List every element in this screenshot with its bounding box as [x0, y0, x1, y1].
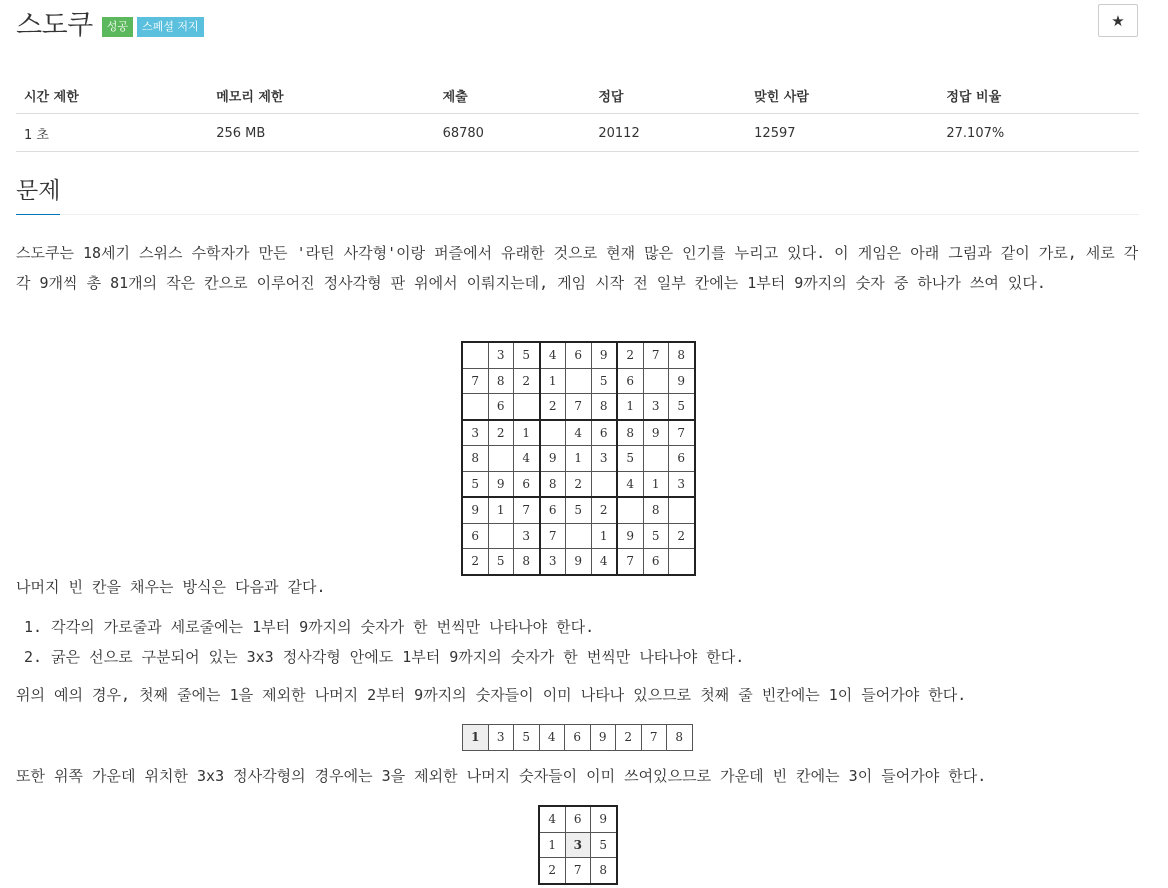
sudoku-cell: 3: [591, 446, 617, 472]
row-example-row: [463, 725, 693, 751]
sudoku-cell: 6: [462, 523, 488, 549]
sudoku-row: [462, 549, 695, 575]
sudoku-cell: 1: [488, 497, 514, 523]
sudoku-cell: 7: [566, 394, 592, 420]
sudoku-cell: 7: [669, 420, 695, 446]
sudoku-cell: 6: [566, 342, 592, 368]
sudoku-row: [462, 368, 695, 394]
sudoku-cell: 8: [643, 497, 669, 523]
header-accepted: 정답: [590, 78, 746, 114]
problem-description-intro: 스도쿠는 18세기 스위스 수학자가 만든 '라틴 사각형'이랑 퍼즐에서 유래한 것으로 현재 많은 인기를 누리고 있다. 이 게임은 아래 그림과 같이 가로, 세로 각각 9개씩 총 81개의 작은 칸으로 이루어진 정사각형 판 위에서 이뤄지는데, 게임 시작 전 일부 칸에는 1부터 9까지의 숫자 중 하나가 쓰여 있다.: [16, 244, 1139, 292]
sudoku-row: [462, 471, 695, 497]
sudoku-cell: 8: [488, 368, 514, 394]
sudoku-cell: 5: [643, 523, 669, 549]
sudoku-cell: 5: [669, 394, 695, 420]
row-example-cell: 6: [565, 725, 591, 751]
box-example-cell: 4: [539, 806, 565, 832]
sudoku-cell: 5: [617, 446, 643, 472]
header-memory-limit: 메모리 제한: [208, 78, 434, 114]
box-example-cell: 2: [539, 858, 565, 884]
sudoku-cell: 3: [488, 342, 514, 368]
problem-info-table: [16, 78, 1139, 152]
header-time-limit: 시간 제한: [16, 78, 208, 114]
sudoku-cell: 2: [488, 420, 514, 446]
sudoku-cell: [643, 368, 669, 394]
sudoku-row: [462, 497, 695, 523]
sudoku-row: [462, 446, 695, 472]
sudoku-cell: 8: [669, 342, 695, 368]
info-value-row: [16, 114, 1139, 152]
value-ratio: 27.107%: [938, 114, 1139, 152]
sudoku-cell: 1: [643, 471, 669, 497]
value-submissions: 68780: [435, 114, 591, 152]
value-memory-limit: 256 MB: [208, 114, 434, 152]
sudoku-cell: 5: [591, 368, 617, 394]
sudoku-cell: 6: [514, 471, 540, 497]
sudoku-cell: 7: [643, 342, 669, 368]
header-solvers: 맞힌 사람: [746, 78, 938, 114]
sudoku-cell: [669, 549, 695, 575]
sudoku-cell: 2: [566, 471, 592, 497]
sudoku-cell: [669, 497, 695, 523]
favorite-star-button[interactable]: [1098, 4, 1138, 37]
sudoku-cell: 5: [566, 497, 592, 523]
special-judge-badge: 스페셜 저지: [137, 17, 204, 37]
sudoku-row: [462, 420, 695, 446]
sudoku-cell: 4: [566, 420, 592, 446]
sudoku-cell: 6: [591, 420, 617, 446]
sudoku-cell: [462, 342, 488, 368]
sudoku-cell: 9: [591, 342, 617, 368]
sudoku-cell: 5: [488, 549, 514, 575]
problem-description-rules-intro: 나머지 빈 칸을 채우는 방식은 다음과 같다.: [16, 578, 326, 596]
sudoku-cell: 9: [462, 497, 488, 523]
box-example-cell: 7: [565, 858, 591, 884]
sudoku-cell: [540, 420, 566, 446]
sudoku-cell: 2: [669, 523, 695, 549]
problem-header: [16, 2, 204, 42]
sudoku-cell: 9: [617, 523, 643, 549]
header-submissions: 제출: [435, 78, 591, 114]
rule-item: 2. 굵은 선으로 구분되어 있는 3x3 정사각형 안에도 1부터 9까지의 숫자가 한 번씩만 나타나야 한다.: [24, 648, 745, 666]
row-example-cell: 8: [667, 725, 693, 751]
sudoku-cell: 9: [488, 471, 514, 497]
sudoku-cell: 1: [617, 394, 643, 420]
sudoku-example-board: [461, 341, 696, 576]
sudoku-cell: 3: [540, 549, 566, 575]
box-example-cell: 5: [591, 832, 617, 858]
row-example-cell: 4: [539, 725, 565, 751]
sudoku-cell: [462, 394, 488, 420]
sudoku-cell: 8: [462, 446, 488, 472]
sudoku-cell: [514, 394, 540, 420]
row-example-cell: 9: [590, 725, 616, 751]
sudoku-cell: 8: [514, 549, 540, 575]
sudoku-cell: 6: [669, 446, 695, 472]
box-example-row: [539, 806, 617, 832]
sudoku-cell: 5: [514, 342, 540, 368]
sudoku-cell: 1: [566, 446, 592, 472]
problem-section-header: [16, 176, 1139, 215]
sudoku-cell: 2: [462, 549, 488, 575]
sudoku-cell: [566, 368, 592, 394]
sudoku-cell: 3: [643, 394, 669, 420]
box-example-cell: 6: [565, 806, 591, 832]
sudoku-cell: 4: [540, 342, 566, 368]
sudoku-cell: [488, 446, 514, 472]
sudoku-cell: 3: [514, 523, 540, 549]
sudoku-cell: [591, 471, 617, 497]
header-ratio: 정답 비율: [938, 78, 1139, 114]
section-title: 문제: [16, 176, 60, 215]
box-example-row: [539, 858, 617, 884]
row-example-cell: 2: [616, 725, 642, 751]
sudoku-cell: 9: [643, 420, 669, 446]
sudoku-cell: 4: [617, 471, 643, 497]
sudoku-cell: 8: [591, 394, 617, 420]
sudoku-row: [462, 342, 695, 368]
sudoku-cell: [643, 446, 669, 472]
sudoku-cell: 8: [540, 471, 566, 497]
box-example-explanation: 또한 위쪽 가운데 위치한 3x3 정사각형의 경우에는 3을 제외한 나머지 숫자들이 이미 쓰여있으므로 가운데 빈 칸에는 3이 들어가야 한다.: [16, 767, 987, 785]
row-example-explanation: 위의 예의 경우, 첫째 줄에는 1을 제외한 나머지 2부터 9까지의 숫자들이 이미 나타나 있으므로 첫째 줄 빈칸에는 1이 들어가야 한다.: [16, 686, 967, 704]
sudoku-cell: 6: [617, 368, 643, 394]
sudoku-cell: 7: [462, 368, 488, 394]
sudoku-cell: 6: [540, 497, 566, 523]
sudoku-cell: 2: [540, 394, 566, 420]
sudoku-cell: 1: [514, 420, 540, 446]
sudoku-cell: [566, 523, 592, 549]
row-example-cell: 5: [514, 725, 540, 751]
value-time-limit: 1 초: [16, 114, 208, 152]
row-example-grid: [462, 724, 693, 751]
rules-list: [16, 612, 1146, 672]
info-header-row: [16, 78, 1139, 114]
sudoku-cell: 8: [617, 420, 643, 446]
sudoku-cell: [617, 497, 643, 523]
value-solvers: 12597: [746, 114, 938, 152]
problem-title: 스도쿠: [16, 9, 93, 41]
box-example-row: [539, 832, 617, 858]
sudoku-cell: 7: [617, 549, 643, 575]
box-example-cell: 1: [539, 832, 565, 858]
sudoku-cell: 1: [540, 368, 566, 394]
sudoku-cell: 4: [514, 446, 540, 472]
sudoku-cell: 9: [540, 446, 566, 472]
sudoku-cell: 5: [462, 471, 488, 497]
sudoku-row: [462, 523, 695, 549]
sudoku-cell: 9: [669, 368, 695, 394]
box-example-cell-highlighted: 3: [565, 832, 591, 858]
row-example-cell: 3: [488, 725, 514, 751]
box-example-cell: 9: [591, 806, 617, 832]
sudoku-cell: 6: [488, 394, 514, 420]
sudoku-cell: [488, 523, 514, 549]
sudoku-cell: 3: [669, 471, 695, 497]
sudoku-cell: 9: [566, 549, 592, 575]
sudoku-cell: 7: [540, 523, 566, 549]
sudoku-row: [462, 394, 695, 420]
sudoku-cell: 3: [462, 420, 488, 446]
box-example-grid: [538, 805, 618, 885]
rule-item: 1. 각각의 가로줄과 세로줄에는 1부터 9까지의 숫자가 한 번씩만 나타나야 한다.: [24, 618, 595, 636]
row-example-cell-highlighted: 1: [463, 725, 489, 751]
box-example-cell: 8: [591, 858, 617, 884]
sudoku-cell: 2: [617, 342, 643, 368]
sudoku-cell: 2: [591, 497, 617, 523]
row-example-cell: 7: [641, 725, 667, 751]
star-icon: ★: [1111, 11, 1125, 30]
sudoku-cell: 2: [514, 368, 540, 394]
sudoku-cell: 1: [591, 523, 617, 549]
sudoku-cell: 4: [591, 549, 617, 575]
value-accepted: 20112: [590, 114, 746, 152]
sudoku-cell: 7: [514, 497, 540, 523]
status-badge-success: 성공: [102, 17, 133, 37]
sudoku-cell: 6: [643, 549, 669, 575]
